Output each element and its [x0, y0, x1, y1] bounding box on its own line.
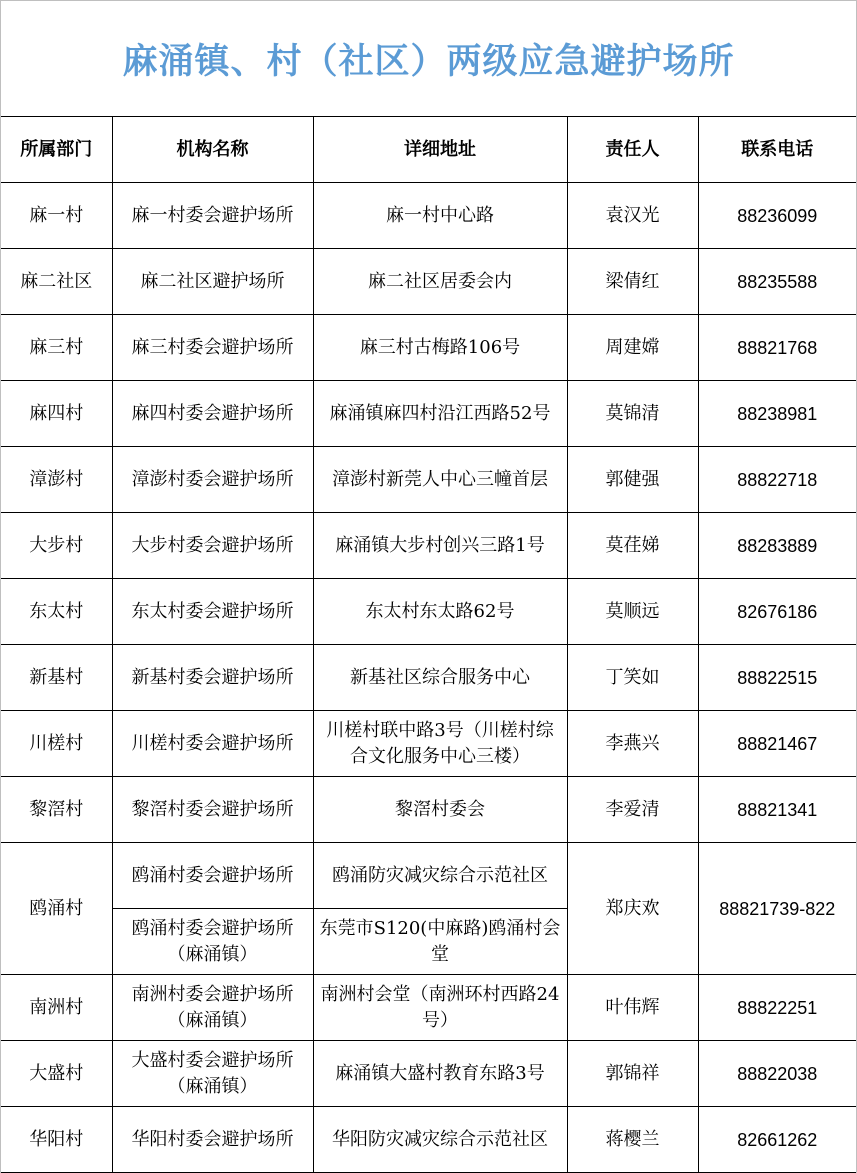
- cell-name: 华阳村委会避护场所: [112, 1107, 313, 1173]
- cell-name: 麻一村委会避护场所: [112, 183, 313, 249]
- cell-dept: 麻一村: [1, 183, 112, 249]
- cell-name: 鸥涌村委会避护场所: [112, 843, 313, 909]
- cell-address: 麻二社区居委会内: [313, 249, 567, 315]
- cell-person: 莫荏娣: [567, 513, 698, 579]
- cell-address: 麻三村古梅路106号: [313, 315, 567, 381]
- column-header-person: 责任人: [567, 117, 698, 183]
- cell-phone: 88283889: [698, 513, 856, 579]
- table-row: [1, 381, 856, 447]
- cell-name: 川槎村委会避护场所: [112, 711, 313, 777]
- cell-name: 麻三村委会避护场所: [112, 315, 313, 381]
- table-row: [1, 711, 856, 777]
- cell-dept: 东太村: [1, 579, 112, 645]
- cell-address: 南洲村会堂（南洲环村西路24号）: [313, 975, 567, 1041]
- cell-phone: 88822718: [698, 447, 856, 513]
- cell-dept: 麻四村: [1, 381, 112, 447]
- column-header-name: 机构名称: [112, 117, 313, 183]
- page-title: 麻涌镇、村（社区）两级应急避护场所: [1, 1, 856, 117]
- cell-name: 新基村委会避护场所: [112, 645, 313, 711]
- column-header-dept: 所属部门: [1, 117, 112, 183]
- cell-address: 东莞市S120(中麻路)鸥涌村会堂: [313, 909, 567, 975]
- cell-person: 蒋樱兰: [567, 1107, 698, 1173]
- cell-person: 莫锦清: [567, 381, 698, 447]
- cell-person: 郭锦祥: [567, 1041, 698, 1107]
- cell-phone: 88236099: [698, 183, 856, 249]
- cell-dept: 黎滘村: [1, 777, 112, 843]
- cell-person: 周建嫦: [567, 315, 698, 381]
- cell-name: 大盛村委会避护场所（麻涌镇）: [112, 1041, 313, 1107]
- cell-phone: 88822515: [698, 645, 856, 711]
- cell-person: 郭健强: [567, 447, 698, 513]
- table-row: [1, 513, 856, 579]
- table-row: [1, 777, 856, 843]
- header-row: [1, 117, 856, 183]
- cell-dept: 华阳村: [1, 1107, 112, 1173]
- cell-address: 麻涌镇麻四村沿江西路52号: [313, 381, 567, 447]
- cell-dept: 鸥涌村: [1, 843, 112, 975]
- cell-person: 丁笑如: [567, 645, 698, 711]
- cell-dept: 大盛村: [1, 1041, 112, 1107]
- table-row: [1, 1107, 856, 1173]
- cell-address: 麻涌镇大步村创兴三路1号: [313, 513, 567, 579]
- cell-name: 东太村委会避护场所: [112, 579, 313, 645]
- cell-phone: 88235588: [698, 249, 856, 315]
- table-row: [1, 843, 856, 909]
- cell-phone: 88821739-822: [698, 843, 856, 975]
- cell-address: 麻涌镇大盛村教育东路3号: [313, 1041, 567, 1107]
- cell-dept: 麻二社区: [1, 249, 112, 315]
- cell-dept: 新基村: [1, 645, 112, 711]
- cell-person: 叶伟辉: [567, 975, 698, 1041]
- cell-person: 李燕兴: [567, 711, 698, 777]
- cell-name: 大步村委会避护场所: [112, 513, 313, 579]
- cell-address: 华阳防灾减灾综合示范社区: [313, 1107, 567, 1173]
- cell-name: 鸥涌村委会避护场所（麻涌镇）: [112, 909, 313, 975]
- cell-address: 新基社区综合服务中心: [313, 645, 567, 711]
- table-row: [1, 447, 856, 513]
- table-row: [1, 249, 856, 315]
- cell-address: 东太村东太路62号: [313, 579, 567, 645]
- shelter-table: [1, 117, 856, 1173]
- cell-phone: 88821341: [698, 777, 856, 843]
- cell-address: 漳澎村新莞人中心三幢首层: [313, 447, 567, 513]
- column-header-phone: 联系电话: [698, 117, 856, 183]
- cell-name: 麻四村委会避护场所: [112, 381, 313, 447]
- table-row: [1, 183, 856, 249]
- cell-person: 李爱清: [567, 777, 698, 843]
- cell-name: 南洲村委会避护场所（麻涌镇）: [112, 975, 313, 1041]
- cell-address: 鸥涌防灾减灾综合示范社区: [313, 843, 567, 909]
- cell-dept: 大步村: [1, 513, 112, 579]
- cell-address: 麻一村中心路: [313, 183, 567, 249]
- cell-phone: 82661262: [698, 1107, 856, 1173]
- cell-address: 黎滘村委会: [313, 777, 567, 843]
- cell-phone: 88822038: [698, 1041, 856, 1107]
- cell-person: 梁倩红: [567, 249, 698, 315]
- table-row: [1, 1041, 856, 1107]
- cell-address: 川槎村联中路3号（川槎村综合文化服务中心三楼）: [313, 711, 567, 777]
- cell-name: 漳澎村委会避护场所: [112, 447, 313, 513]
- cell-phone: 88822251: [698, 975, 856, 1041]
- cell-person: 郑庆欢: [567, 843, 698, 975]
- cell-dept: 麻三村: [1, 315, 112, 381]
- cell-dept: 川槎村: [1, 711, 112, 777]
- cell-dept: 漳澎村: [1, 447, 112, 513]
- cell-phone: 82676186: [698, 579, 856, 645]
- table-row: [1, 645, 856, 711]
- cell-phone: 88821768: [698, 315, 856, 381]
- cell-dept: 南洲村: [1, 975, 112, 1041]
- cell-name: 麻二社区避护场所: [112, 249, 313, 315]
- table-row: [1, 315, 856, 381]
- column-header-address: 详细地址: [313, 117, 567, 183]
- cell-phone: 88238981: [698, 381, 856, 447]
- cell-phone: 88821467: [698, 711, 856, 777]
- table-row: [1, 975, 856, 1041]
- cell-person: 莫顺远: [567, 579, 698, 645]
- cell-person: 袁汉光: [567, 183, 698, 249]
- table-row: [1, 579, 856, 645]
- cell-name: 黎滘村委会避护场所: [112, 777, 313, 843]
